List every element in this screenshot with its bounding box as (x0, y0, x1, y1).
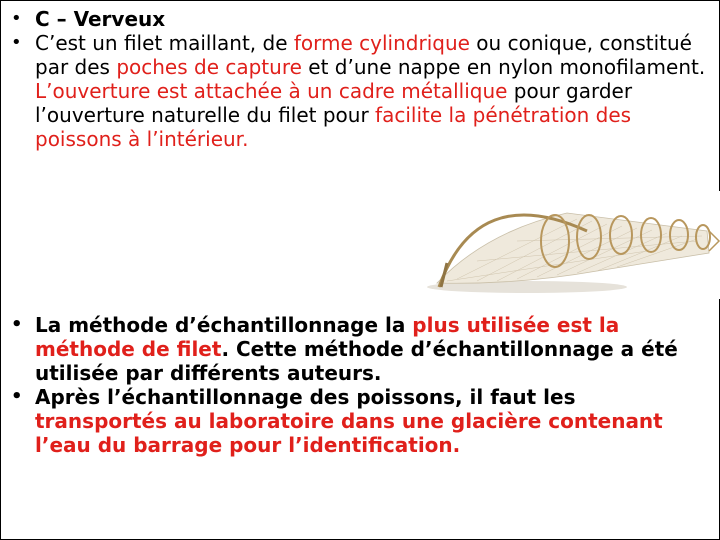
bullet-dot: • (11, 314, 23, 335)
highlighted-text: transportés au laboratoire dans une glacière contenant l’eau du barrage pour l’identification. (35, 409, 663, 457)
fyke-net-photo-icon (417, 191, 720, 299)
body-text: ou conique, constitué par des (35, 31, 692, 79)
highlighted-text: L’ouverture est attachée à un cadre métallique (35, 79, 508, 103)
body-text: et d’une nappe en nylon monofilament. (301, 55, 706, 79)
highlighted-text: plus utilisée est la méthode de filet (35, 313, 620, 361)
fyke-net-drawing (417, 191, 720, 299)
bullets-top-item (9, 31, 709, 151)
body-text: . Cette méthode d’échantillonnage a été utilisée par différents auteurs. (35, 337, 678, 385)
body-text: C – Verveux (35, 7, 166, 31)
bullet-list-bottom (9, 313, 709, 457)
bullet-dot: • (11, 8, 22, 29)
body-text: La méthode d’échantillonnage la (35, 313, 413, 337)
bullet-dot: • (11, 32, 22, 53)
body-text: Après l’échantillonnage des poissons, il faut les (35, 385, 576, 409)
bullets-bottom-item (9, 313, 709, 385)
bullet-list-top (9, 7, 709, 151)
body-text: pour garder l’ouverture naturelle du filet pour (35, 79, 633, 127)
bullets-bottom-item (9, 385, 709, 457)
highlighted-text: facilite la pénétration des poissons à l’intérieur. (35, 103, 632, 151)
body-text: C’est un filet maillant, de (35, 31, 294, 55)
highlighted-text: forme cylindrique (293, 31, 470, 55)
highlighted-text: poches de capture (116, 55, 302, 79)
bullet-dot: • (11, 386, 23, 407)
bullets-top-item (9, 7, 709, 31)
